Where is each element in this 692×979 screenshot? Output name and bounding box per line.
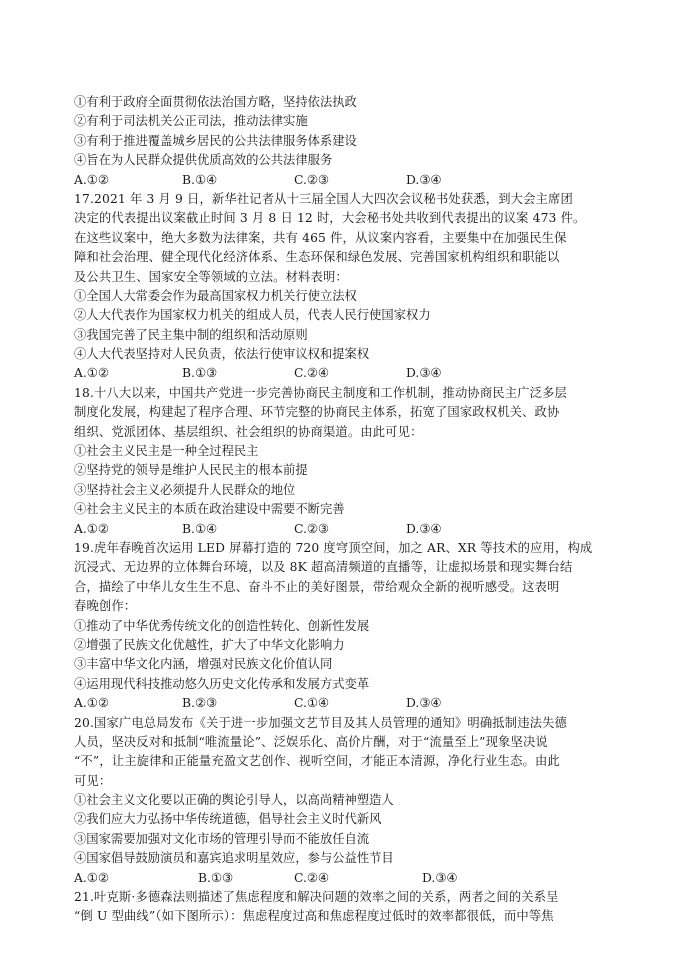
- option-d: D.③④: [422, 870, 458, 885]
- question-text-line: 在这些议案中，绝大多数为法律案，共有 465 件，从议案内容看，主要集中在加强民生保: [74, 230, 567, 245]
- statement: ③丰富中华文化内涵，增强对民族文化价值认同: [74, 657, 333, 672]
- statement: ①社会主义民主是一种全过程民主: [74, 444, 259, 459]
- statement: ③坚持社会主义必须提升人民群众的地位: [74, 482, 296, 497]
- statement: ①推动了中华优秀传统文化的创造性转化、创新性发展: [74, 618, 370, 633]
- question-text-line: 障和社会治理、健全现代化经济体系、生态环保和绿色发展、完善国家机构组织和职能以: [74, 250, 560, 265]
- statement: ④人大代表坚持对人民负责，依法行使审议权和提案权: [74, 347, 370, 362]
- question-text-line: 制度化发展，构建起了程序合理、环节完整的协商民主体系，拓宽了国家政权机关、政协: [74, 405, 560, 420]
- option-d: D.③④: [406, 696, 442, 711]
- option-d: D.③④: [406, 521, 442, 536]
- question-text-line: “不”，让主旋律和正能量充盈文艺创作、视听空间，才能正本清源，净化行业生态。由此: [74, 754, 560, 769]
- statement: ④国家倡导鼓励演员和嘉宾追求明星效应，参与公益性节目: [74, 851, 394, 866]
- option-a: A.①②: [74, 521, 109, 536]
- exam-page: [74, 93, 634, 927]
- question-16: [74, 93, 634, 190]
- question-text-line: 决定的代表提出议案截止时间 3 月 8 日 12 时，大会秘书处共收到代表提出的议案 473 件。: [74, 211, 586, 226]
- option-b: B.②③: [182, 696, 217, 711]
- question-text-line: 17.2021 年 3 月 9 日，新华社记者从十三届全国人大四次会议秘书处获悉，到大会主席团: [74, 191, 573, 206]
- option-a: A.①②: [74, 870, 109, 885]
- statement: ②人大代表作为国家权力机关的组成人员，代表人民行使国家权力: [74, 308, 431, 323]
- statement: ④运用现代科技推动悠久历史文化传承和发展方式变革: [74, 676, 370, 691]
- option-c: C.②③: [294, 172, 329, 187]
- question-text-line: 组织、党派团体、基层组织、社会组织的协商渠道。由此可见：: [74, 424, 423, 439]
- option-a: A.①②: [74, 696, 109, 711]
- question-18: [74, 384, 634, 539]
- option-c: C.②④: [294, 870, 329, 885]
- answer-options: [74, 171, 634, 190]
- statement: ④旨在为人民群众提供优质高效的公共法律服务: [74, 153, 333, 168]
- statement: ③有利于推进覆盖城乡居民的公共法律服务体系建设: [74, 133, 357, 148]
- question-text-line: “倒 U 型曲线”（如下图所示）：焦虑程度过高和焦虑程度过低时的效率都很低，而中等焦: [74, 909, 554, 924]
- statement: ②有利于司法机关公正司法，推动法律实施: [74, 114, 308, 129]
- question-text-line: 及公共卫生、国家安全等领域的立法。材料表明：: [74, 269, 348, 284]
- answer-options: [74, 869, 634, 888]
- question-text-line: 人员，坚决反对和抵制“唯流量论”、泛娱乐化、高价片酬，对于“流量至上”现象坚决说: [74, 734, 548, 749]
- question-text-line: 20.国家广电总局发布《关于进一步加强文艺节目及其人员管理的通知》明确抵制违法失德: [74, 715, 567, 730]
- option-a: A.①②: [74, 172, 109, 187]
- question-text-line: 18.十八大以来，中国共产党进一步完善协商民主制度和工作机制，推动协商民主广泛多层: [74, 385, 567, 400]
- question-21: [74, 888, 634, 927]
- statement: ②坚持党的领导是维护人民民主的根本前提: [74, 463, 308, 478]
- statement: ①全国人大常委会作为最高国家权力机关行使立法权: [74, 288, 357, 303]
- question-text-line: 春晚创作：: [74, 599, 137, 614]
- statement: ③国家需要加强对文化市场的管理引导而不能放任自流: [74, 831, 370, 846]
- question-text-line: 19.虎年春晚首次运用 LED 屏幕打造的 720 度穹顶空间，加之 AR、XR 等技术的应用，构成: [74, 540, 593, 555]
- question-text-line: 21.叶克斯·多德森法则描述了焦虑程度和解决问题的效率之间的关系，两者之间的关系呈: [74, 890, 559, 905]
- question-text-line: 沉浸式、无边界的立体舞台环境，以及 8K 超高清频道的直播等，让虚拟场景和现实舞台结: [74, 560, 573, 575]
- option-c: C.①④: [294, 696, 329, 711]
- answer-options: [74, 364, 634, 383]
- option-b: B.①③: [182, 366, 217, 381]
- option-b: B.①③: [198, 870, 233, 885]
- statement: ①有利于政府全面贯彻依法治国方略，坚持依法执政: [74, 95, 357, 109]
- question-text-line: 合，描绘了中华儿女生生不息、奋斗不止的美好图景，带给观众全新的视听感受。这表明: [74, 579, 560, 594]
- question-17: [74, 190, 634, 384]
- question-20: [74, 714, 634, 889]
- question-text-line: 可见：: [74, 773, 112, 788]
- answer-options: [74, 520, 634, 539]
- statement: ①社会主义文化要以正确的舆论引导人，以高尚精神塑造人: [74, 793, 394, 808]
- option-c: C.②③: [294, 521, 329, 536]
- statement: ②增强了民族文化优越性，扩大了中华文化影响力: [74, 637, 345, 652]
- statement: ②我们应大力弘扬中华传统道德，倡导社会主义时代新风: [74, 812, 382, 827]
- statement: ③我国完善了民主集中制的组织和活动原则: [74, 327, 308, 342]
- option-a: A.①②: [74, 366, 109, 381]
- option-d: D.③④: [406, 172, 442, 187]
- option-d: D.③④: [406, 366, 442, 381]
- answer-options: [74, 694, 634, 713]
- option-b: B.①④: [182, 521, 217, 536]
- statement: ④社会主义民主的本质在政治建设中需要不断完善: [74, 502, 345, 517]
- option-c: C.②④: [294, 366, 329, 381]
- option-b: B.①④: [182, 172, 217, 187]
- question-19: [74, 539, 634, 714]
